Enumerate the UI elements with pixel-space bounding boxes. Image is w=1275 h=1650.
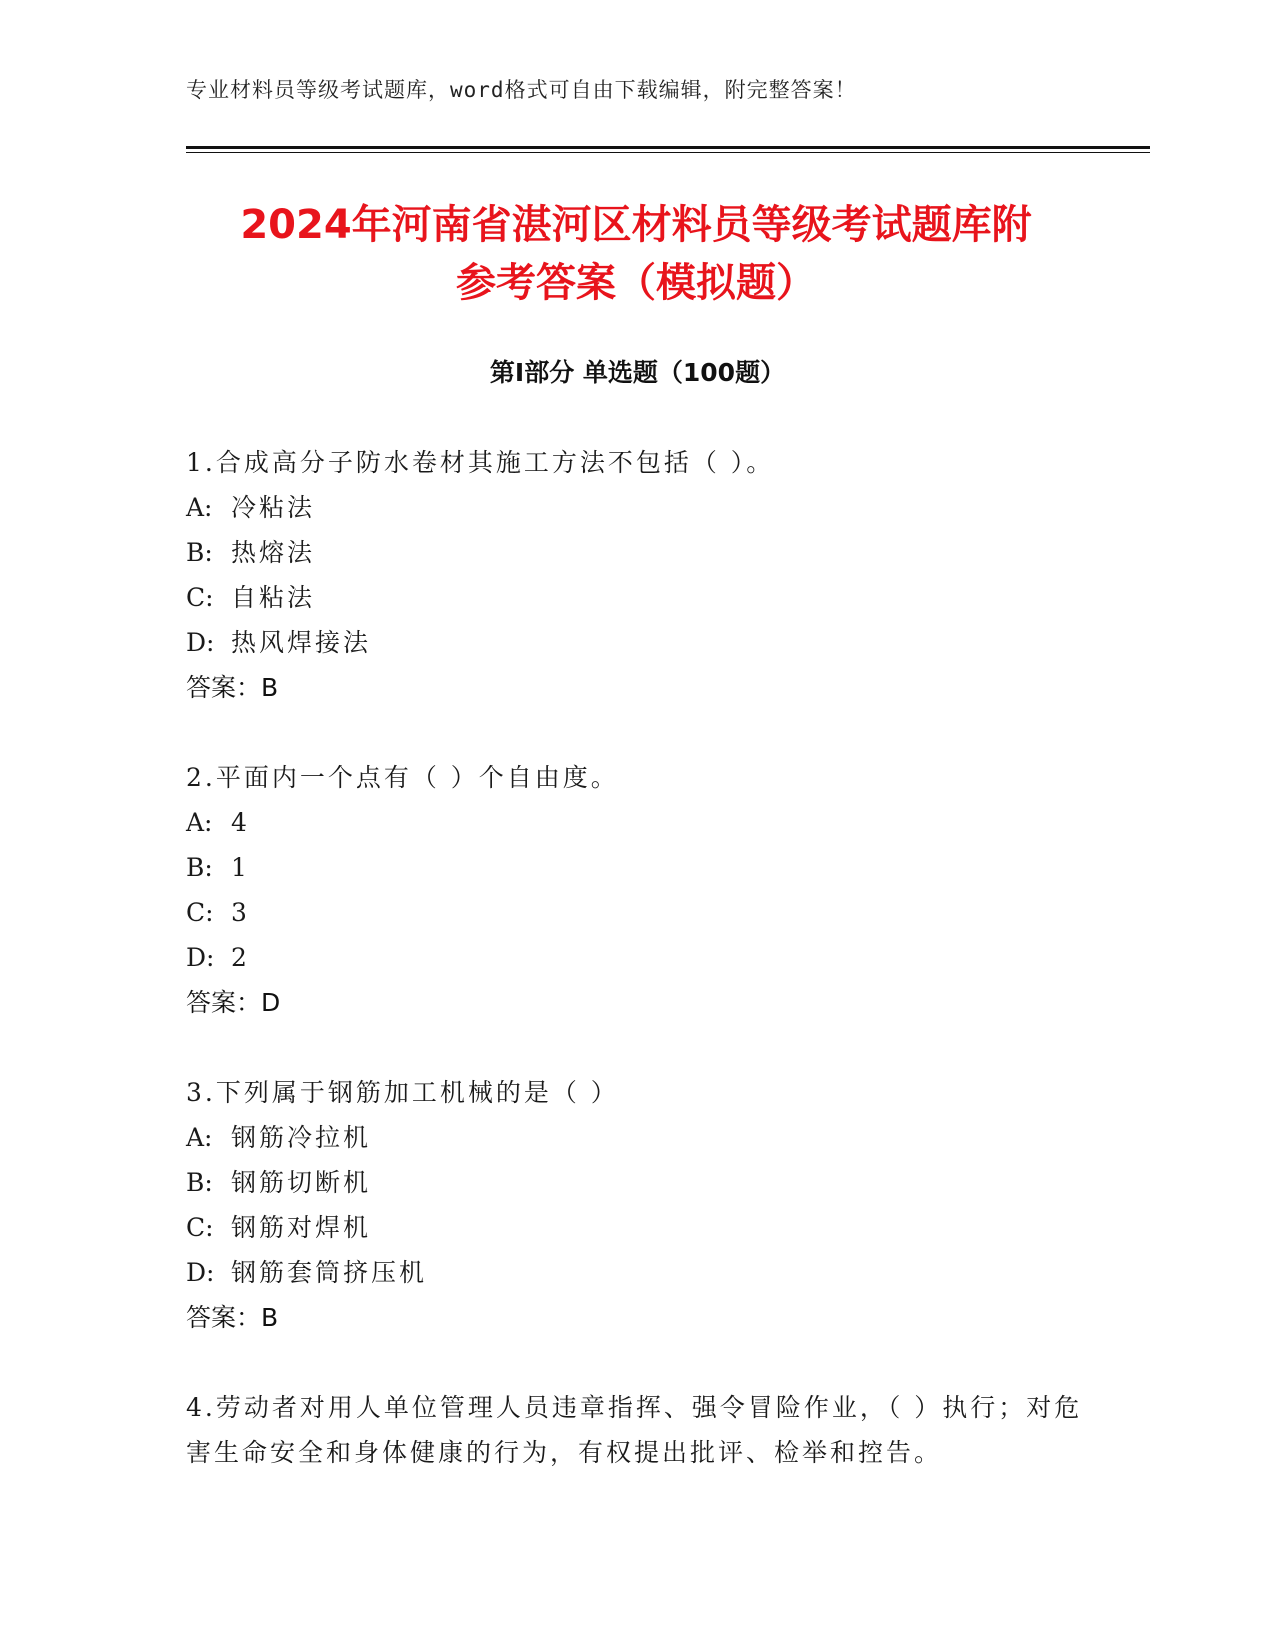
option-text: 1 (231, 853, 250, 882)
option-letter: C: (186, 1213, 214, 1242)
option-c (186, 890, 1086, 935)
option-letter: B: (186, 853, 213, 882)
option-text: 钢筋对焊机 (231, 1213, 372, 1242)
option-text: 冷粘法 (231, 493, 316, 522)
option-letter: D: (186, 943, 215, 972)
header-note: 专业材料员等级考试题库，word格式可自由下载编辑，附完整答案！ (186, 78, 857, 102)
option-text: 4 (231, 808, 250, 837)
option-letter: B: (186, 1168, 213, 1197)
option-a (186, 800, 1086, 845)
option-text: 热熔法 (231, 538, 316, 567)
question-text: 2.平面内一个点有（ ）个自由度。 (186, 763, 619, 792)
option-b (186, 845, 1086, 890)
document-title (186, 196, 1086, 312)
option-text: 自粘法 (231, 583, 316, 612)
option-a (186, 485, 1086, 530)
option-letter: D: (186, 628, 215, 657)
option-letter: A: (186, 493, 213, 522)
option-letter: D: (186, 1258, 215, 1287)
option-c (186, 575, 1086, 620)
option-letter: A: (186, 808, 213, 837)
option-text: 钢筋冷拉机 (231, 1123, 372, 1152)
header-rule-thick (186, 146, 1150, 149)
question-text: 4.劳动者对用人单位管理人员违章指挥、强令冒险作业，（ ）执行；对危害生命安全和身体健康的行为，有权提出批评、检举和控告。 (186, 1393, 1083, 1467)
option-b (186, 530, 1086, 575)
option-letter: B: (186, 538, 213, 567)
question-text: 1.合成高分子防水卷材其施工方法不包括（ ）。 (186, 448, 775, 477)
option-text: 2 (231, 943, 250, 972)
header-rule-thin (186, 152, 1150, 153)
question-2 (186, 755, 1086, 1025)
option-text: 钢筋切断机 (231, 1168, 372, 1197)
option-c (186, 1205, 1086, 1250)
question-text: 3.下列属于钢筋加工机械的是（ ） (186, 1078, 619, 1107)
question-4 (186, 1385, 1086, 1475)
option-d (186, 620, 1086, 665)
option-text: 钢筋套筒挤压机 (231, 1258, 428, 1287)
option-b (186, 1160, 1086, 1205)
answer: 答案：B (186, 1303, 279, 1332)
option-letter: A: (186, 1123, 213, 1152)
question-1 (186, 440, 1086, 710)
option-text: 热风焊接法 (231, 628, 372, 657)
answer: 答案：D (186, 988, 281, 1017)
answer: 答案：B (186, 673, 279, 702)
option-d (186, 935, 1086, 980)
option-a (186, 1115, 1086, 1160)
option-text: 3 (231, 898, 250, 927)
title-line-2: 参考答案（模拟题） (456, 260, 816, 306)
question-3 (186, 1070, 1086, 1340)
option-letter: C: (186, 583, 214, 612)
title-line-1: 2024年河南省湛河区材料员等级考试题库附 (240, 202, 1032, 248)
question-list (186, 440, 1086, 1520)
section-heading: 第Ⅰ部分 单选题（100题） (489, 358, 786, 387)
option-letter: C: (186, 898, 214, 927)
option-d (186, 1250, 1086, 1295)
